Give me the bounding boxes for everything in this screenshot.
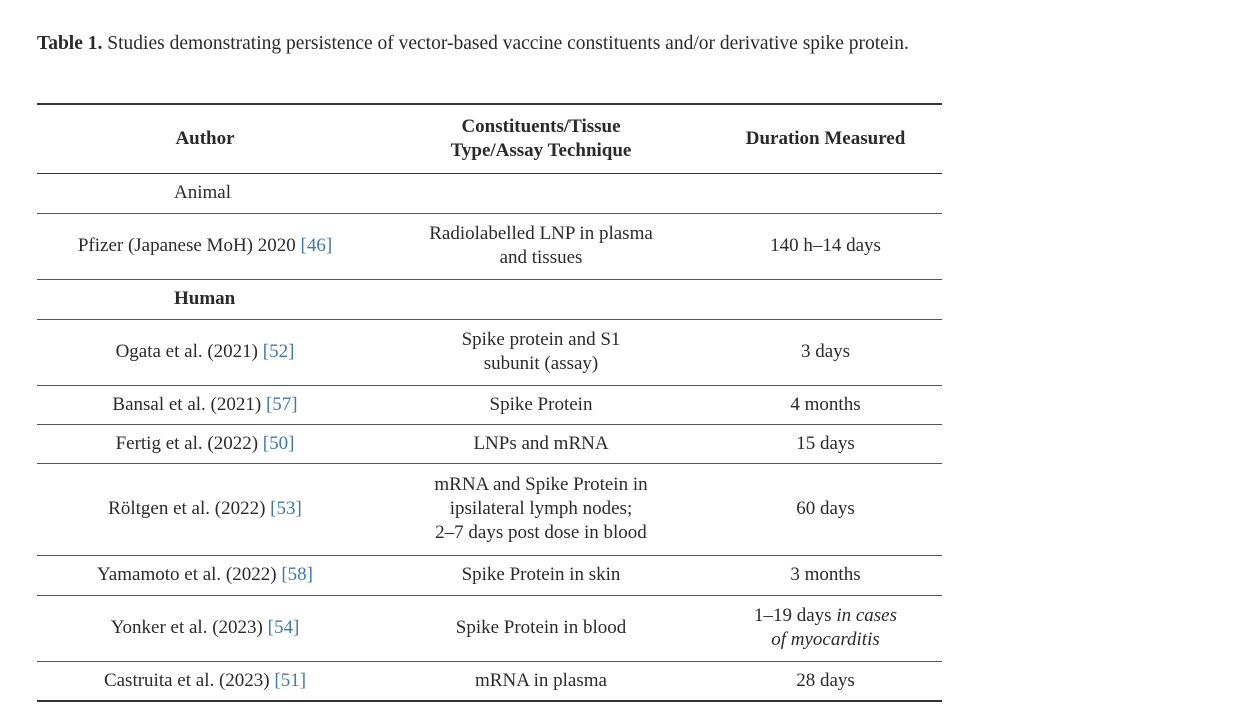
reference-link[interactable]: [53] [270, 498, 302, 519]
table-caption-label: Table 1. [37, 33, 103, 54]
author-name: Yamamoto et al. (2022) [96, 564, 277, 585]
header-author: Author [175, 127, 235, 149]
header-constituents: Constituents/Tissue Type/Assay Technique [450, 115, 632, 161]
author-name: Bansal et al. (2021) [112, 393, 262, 415]
section-label-animal: Animal [174, 182, 231, 203]
table-row [37, 385, 942, 424]
header-duration: Duration Measured [745, 127, 906, 149]
constituents-cell: Spike Protein in skin [461, 564, 621, 585]
header-row [37, 104, 942, 173]
author-cell [37, 213, 373, 279]
reference-link[interactable]: [46] [300, 235, 333, 256]
duration-note: in cases of myocarditis [771, 605, 897, 650]
constituents-cell: mRNA and Spike Protein in ipsilateral lymph nodes; 2–7 days post dose in blood [434, 474, 648, 543]
section-row-animal [37, 173, 942, 213]
author-name: Ogata et al. (2021) [115, 341, 259, 362]
table-row [37, 213, 942, 279]
author-cell [37, 463, 373, 555]
duration-cell: 3 days [800, 341, 851, 362]
author-cell [37, 385, 373, 424]
table-row [37, 555, 942, 595]
table-header [37, 104, 942, 173]
table-row [37, 319, 942, 385]
table-caption-text: Studies demonstrating persistence of vector-based vaccine constituents and/or derivative spike protein. [107, 33, 909, 54]
constituents-cell: Spike Protein [489, 393, 593, 415]
duration-cell: 4 months [790, 393, 861, 415]
table-row [37, 463, 942, 555]
duration-cell: 15 days [796, 432, 855, 454]
author-name: Yonker et al. (2023) [110, 617, 263, 638]
reference-link[interactable]: [50] [262, 432, 295, 454]
reference-link[interactable]: [54] [267, 617, 300, 638]
author-cell [37, 319, 373, 385]
author-name: Pfizer (Japanese MoH) 2020 [77, 235, 296, 256]
table-row [37, 595, 942, 661]
duration-cell: 3 months [790, 564, 861, 585]
author-name: Röltgen et al. (2022) [108, 498, 266, 519]
author-cell [37, 595, 373, 661]
duration-cell [709, 595, 942, 661]
duration-cell: 60 days [796, 498, 855, 519]
reference-link[interactable]: [57] [265, 393, 298, 415]
author-cell [37, 661, 373, 701]
constituents-cell: Spike protein and S1 subunit (assay) [461, 329, 621, 374]
author-name: Castruita et al. (2023) [103, 669, 270, 691]
duration-cell: 140 h–14 days [770, 235, 881, 256]
section-row-human [37, 279, 942, 319]
author-cell [37, 555, 373, 595]
constituents-cell: Radiolabelled LNP in plasma and tissues [429, 223, 653, 268]
table-row [37, 661, 942, 701]
table-caption [37, 28, 957, 59]
constituents-cell: mRNA in plasma [475, 669, 607, 691]
persistence-table [37, 103, 942, 702]
reference-link[interactable]: [51] [274, 669, 307, 691]
reference-link[interactable]: [58] [281, 564, 313, 585]
constituents-cell: Spike Protein in blood [455, 617, 627, 638]
section-label-human: Human [174, 288, 236, 309]
constituents-cell: LNPs and mRNA [473, 432, 609, 454]
duration-value: 1–19 days [753, 605, 832, 626]
author-cell [37, 424, 373, 463]
table-row [37, 424, 942, 463]
reference-link[interactable]: [52] [262, 341, 295, 362]
duration-cell: 28 days [796, 669, 855, 691]
author-name: Fertig et al. (2022) [115, 432, 259, 454]
